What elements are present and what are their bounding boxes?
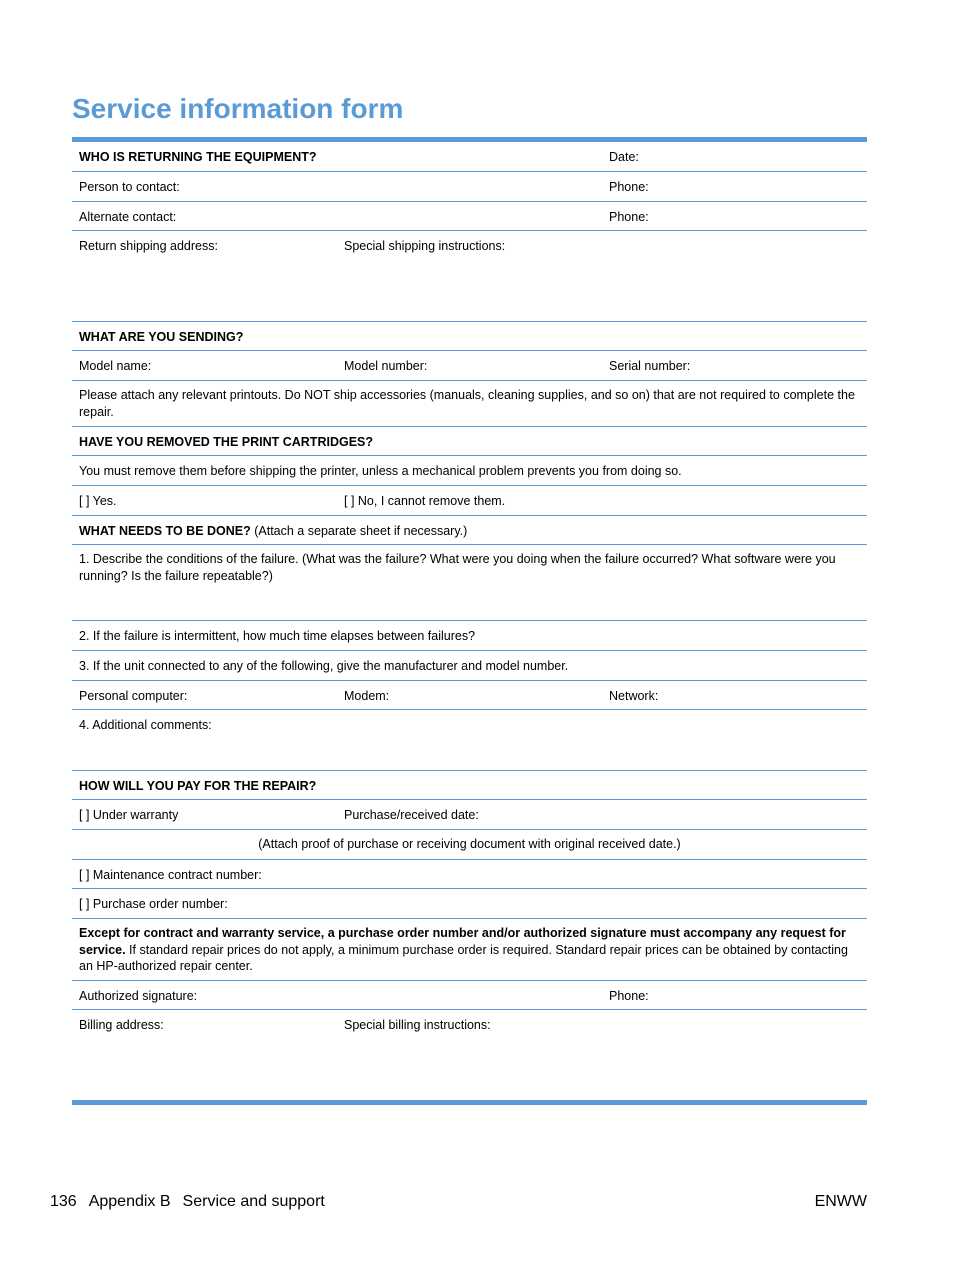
returning-header-row [72,142,867,172]
authorized-signature-field[interactable]: Authorized signature: [79,989,198,1003]
special-shipping-field[interactable]: Special shipping instructions: [344,239,506,253]
purchase-date-field[interactable]: Purchase/received date: [344,808,479,822]
sending-header-row [72,322,867,351]
billing-row [72,1010,867,1090]
shipping-row [72,231,867,322]
alternate-row [72,202,867,231]
cartridges-no-checkbox[interactable]: [ ] No, I cannot remove them. [344,494,506,508]
person-to-contact-field[interactable]: Person to contact: [79,180,180,194]
signature-phone-field[interactable]: Phone: [609,989,649,1003]
model-number-field[interactable]: Model number: [344,359,428,373]
service-notice-bold: Except for contract and warranty service, a purchase order number and/or authorized signature must accompany any request for service. [79,926,846,957]
cartridges-choice-row [72,486,867,516]
under-warranty-checkbox[interactable]: [ ] Under warranty [79,808,179,822]
service-notice-text: If standard repair prices do not apply, a minimum purchase order is required. Standard repair prices can be obtained by contacting an HP-authorized repair center. [79,942,848,973]
return-shipping-address-field[interactable]: Return shipping address: [79,239,218,253]
alternate-phone-field[interactable]: Phone: [609,210,649,224]
alternate-contact-field[interactable]: Alternate contact: [79,210,177,224]
phone-field[interactable]: Phone: [609,180,649,194]
maintenance-row [72,860,867,889]
returning-heading: WHO IS RETURNING THE EQUIPMENT? [79,150,317,164]
model-name-field[interactable]: Model name: [79,359,152,373]
bottom-rule [72,1100,867,1105]
cartridges-note: You must remove them before shipping the printer, unless a mechanical problem prevents you from doing so. [79,464,682,478]
cartridges-heading: HAVE YOU REMOVED THE PRINT CARTRIDGES? [79,435,374,449]
attach-proof-note: (Attach proof of purchase or receiving document with original received date.) [258,837,681,851]
needs-heading-line [79,523,467,540]
cartridges-note-row [72,456,867,486]
warranty-row [72,800,867,830]
purchase-order-checkbox[interactable]: [ ] Purchase order number: [79,897,228,911]
personal-computer-field[interactable]: Personal computer: [79,689,188,703]
special-billing-field[interactable]: Special billing instructions: [344,1018,491,1032]
footer-appendix: Appendix B [88,1193,171,1210]
q2-row [72,621,867,651]
intermittent-failure-question[interactable]: 2. If the failure is intermittent, how much time elapses between failures? [79,629,476,643]
network-field[interactable]: Network: [609,689,659,703]
service-form [72,142,867,1090]
needs-heading: WHAT NEEDS TO BE DONE? [79,524,251,538]
footer-code: ENWW [814,1193,867,1210]
sending-heading: WHAT ARE YOU SENDING? [79,330,244,344]
devices-row [72,681,867,710]
signature-row [72,981,867,1010]
page-title: Service information form [72,93,404,124]
serial-number-field[interactable]: Serial number: [609,359,691,373]
attach-note-row [72,381,867,427]
cartridges-yes-checkbox[interactable]: [ ] Yes. [79,494,117,508]
failure-description-question[interactable]: 1. Describe the conditions of the failure. (What was the failure? What were you doing when the failure occurred? What software were you running? Is the failure repeatable?) [79,552,836,583]
additional-comments-field[interactable]: 4. Additional comments: [79,718,212,732]
q4-row [72,710,867,771]
service-notice-row [72,919,867,981]
person-row [72,172,867,202]
page-footer [50,1193,337,1211]
model-row [72,351,867,381]
cartridges-header-row [72,427,867,456]
attach-note: Please attach any relevant printouts. Do NOT ship accessories (manuals, cleaning supplies, and so on) that are not required to complete the repair. [79,388,855,419]
modem-field[interactable]: Modem: [344,689,390,703]
pay-heading: HOW WILL YOU PAY FOR THE REPAIR? [79,779,317,793]
maintenance-contract-checkbox[interactable]: [ ] Maintenance contract number: [79,868,262,882]
service-notice [79,925,860,975]
needs-heading-note: (Attach a separate sheet if necessary.) [250,524,468,538]
connected-devices-question: 3. If the unit connected to any of the following, give the manufacturer and model number. [79,659,569,673]
page-number: 136 [50,1193,77,1210]
q1-row [72,545,867,621]
po-row [72,889,867,919]
pay-header-row [72,771,867,800]
date-field[interactable]: Date: [609,150,639,164]
footer-chapter: Service and support [182,1193,325,1210]
attach-proof-row [72,830,867,860]
billing-address-field[interactable]: Billing address: [79,1018,164,1032]
needs-header-row [72,516,867,545]
q3-row [72,651,867,681]
